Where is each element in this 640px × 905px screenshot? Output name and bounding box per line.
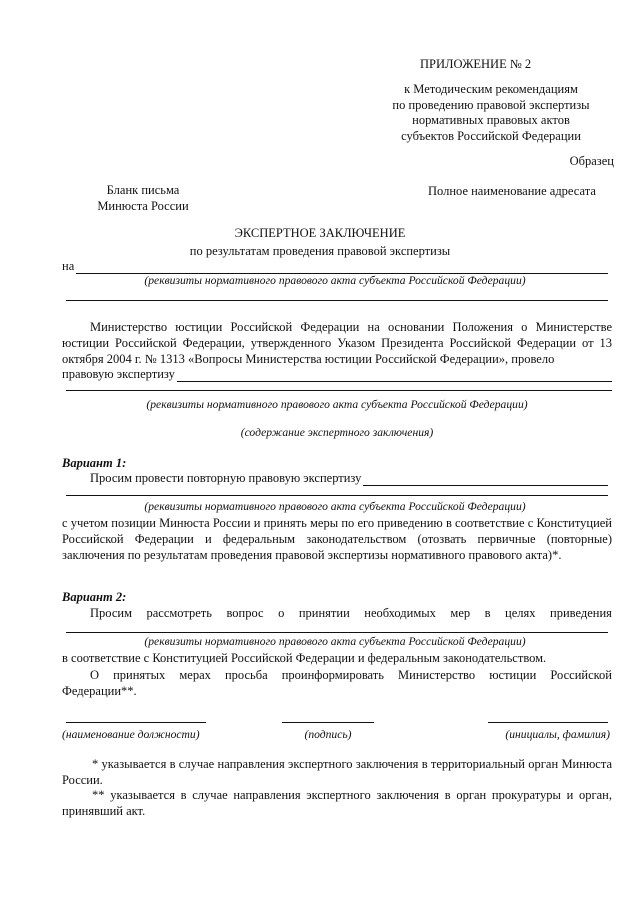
body-paragraph: Министерство юстиции Российской Федерации на основании Положения о Министерстве юстиции Российской Федерации, утвержденного Указом Президента Российской Федерации от 13 октября 2004 г. № 1313 «Вопросы Министерства юстиции Российской Федерации», провело: [62, 320, 612, 366]
variant1-blank: [363, 473, 608, 486]
document-title: ЭКСПЕРТНОЕ ЗАКЛЮЧЕНИЕ: [234, 226, 406, 240]
request-word: приведения: [550, 606, 612, 620]
requisites-caption: (реквизиты нормативного правового акта субъекта Российской Федерации): [146, 398, 528, 411]
request-word: рассмотреть: [146, 606, 212, 620]
expertise-field: [62, 366, 612, 382]
content-caption: (содержание экспертного заключения): [240, 426, 434, 439]
variant2-request: [90, 605, 612, 621]
blank-line: [66, 300, 608, 301]
request-word: целях: [505, 606, 536, 620]
expertise-blank: [177, 369, 612, 382]
letterhead-left: [78, 183, 208, 214]
variant2-line-after: в соответствие с Конституцией Российской Федерации и федеральным законодательством.: [62, 651, 547, 665]
document-subtitle: по результатам проведения правовой экспертизы: [189, 244, 451, 258]
request-word: Просим: [90, 606, 132, 620]
letterhead-line: Минюста России: [97, 198, 189, 213]
footnote-2: ** указывается в случае направления экспертного заключения в орган прокуратуры и орган, принявший акт.: [62, 788, 612, 818]
sample-label: Образец: [569, 154, 614, 168]
request-word: о: [278, 606, 285, 620]
footnote-1: * указывается в случае направления экспертного заключения в территориальный орган Минюста России.: [62, 757, 612, 787]
requisites-field: [62, 258, 608, 274]
initials-line: [488, 722, 608, 723]
position-line: [66, 722, 206, 723]
on-label: на: [62, 259, 75, 273]
blank-line: [66, 390, 612, 391]
request-word: в: [484, 606, 491, 620]
reference-line: нормативных правовых актов: [412, 113, 570, 128]
appendix-reference: [362, 82, 620, 144]
variant1-text: с учетом позиции Минюста России и принять меры по его приведению в соответствие с Конституцией Российской Федерации и федеральным законодательством (отозвать первичные (повторные) заключения по результатам проведения правовой экспертизы нормативного правового акта)*.: [62, 516, 612, 562]
letterhead-line: Бланк письма: [106, 183, 180, 197]
reference-line: по проведению правовой экспертизы: [392, 97, 590, 112]
requisites-caption: (реквизиты нормативного правового акта субъекта Российской Федерации): [144, 274, 526, 287]
reference-line: субъектов Российской Федерации: [401, 128, 581, 143]
variant1-request: [90, 470, 608, 486]
variant2-heading: Вариант 2:: [62, 590, 127, 604]
addressee-label: Полное наименование адресата: [428, 184, 596, 198]
reference-line: к Методическим рекомендациям: [404, 82, 578, 96]
blank-line: [66, 495, 608, 496]
position-caption: (наименование должности): [62, 728, 200, 741]
requisites-caption: (реквизиты нормативного правового акта субъекта Российской Федерации): [144, 500, 526, 513]
appendix-title: ПРИЛОЖЕНИЕ № 2: [420, 57, 532, 71]
request-word: принятии: [298, 606, 350, 620]
variant1-request-text: Просим провести повторную правовую экспертизу: [90, 471, 362, 485]
request-word: вопрос: [226, 606, 264, 620]
request-word: необходимых: [364, 606, 436, 620]
signature-line: [282, 722, 374, 723]
request-word: мер: [450, 606, 471, 620]
expertise-label: правовую экспертизу: [62, 367, 175, 381]
signature-caption: (подпись): [304, 728, 352, 741]
variant1-heading: Вариант 1:: [62, 456, 127, 470]
variant2-inform: О принятых мерах просьба проинформировать Министерство юстиции Российской Федерации**.: [62, 668, 612, 698]
requisites-caption: (реквизиты нормативного правового акта субъекта Российской Федерации): [144, 635, 526, 648]
blank-line: [66, 632, 608, 633]
initials-caption: (инициалы, фамилия): [505, 728, 610, 741]
